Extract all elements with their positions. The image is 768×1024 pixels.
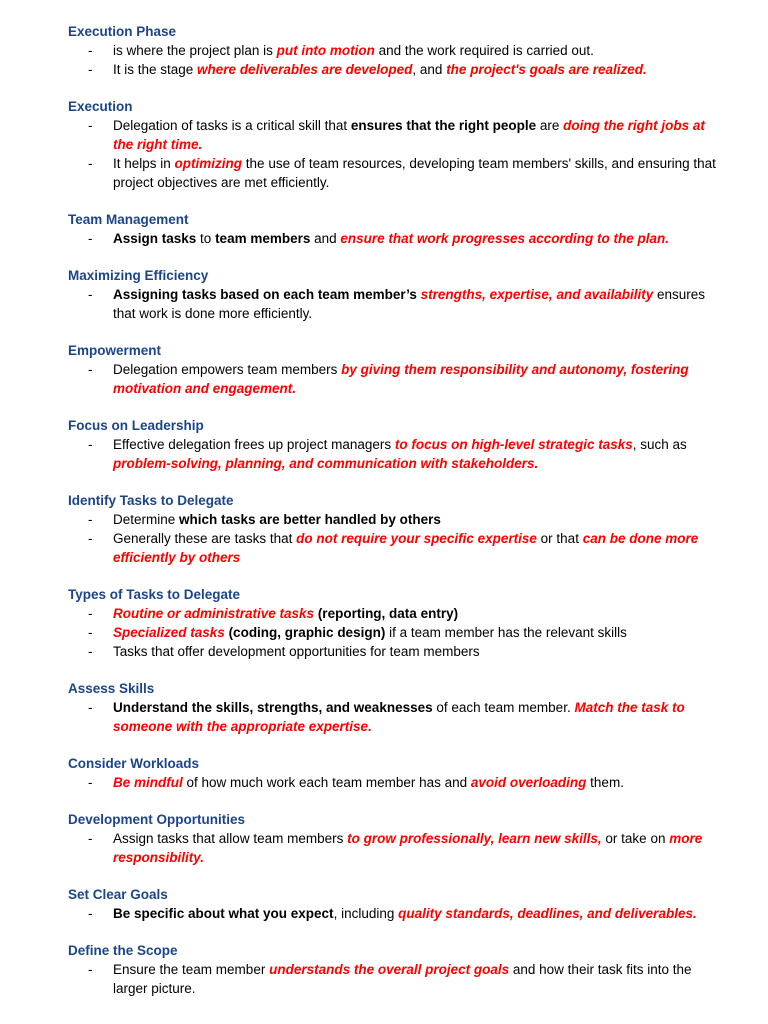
bullet-list — [68, 604, 728, 661]
body-text: Delegation of tasks is a critical skill that — [113, 118, 351, 133]
dash-bullet-icon: - — [88, 156, 93, 171]
body-text: are — [536, 118, 564, 133]
bold-text: ensures that the right people — [350, 118, 537, 133]
body-text: , such as — [632, 437, 687, 452]
dash-bullet-icon: - — [88, 43, 93, 58]
dash-bullet-icon: - — [88, 606, 93, 621]
section-heading: Identify Tasks to Delegate — [68, 493, 234, 508]
bullet-item — [68, 285, 728, 323]
body-text: them. — [586, 775, 624, 790]
section-empowerment — [68, 341, 728, 398]
bold-text: Assigning tasks based on each team member’s — [113, 287, 417, 302]
body-text: of each team member. — [432, 700, 575, 715]
body-text: and — [310, 231, 341, 246]
section-heading: Development Opportunities — [68, 812, 246, 827]
bullet-item — [68, 60, 728, 79]
bullet-item — [68, 960, 728, 998]
body-text: of how much work each team member has and — [182, 775, 471, 790]
body-text: Delegation empowers team members — [113, 362, 342, 377]
body-text: and how their task fits into the larger picture. — [113, 962, 692, 996]
emphasis-text: the project's goals are realized. — [446, 62, 647, 77]
section-heading: Execution Phase — [68, 24, 177, 39]
emphasis-text: Specialized tasks — [113, 625, 225, 640]
bullet-item — [68, 829, 728, 867]
bullet-item — [68, 435, 728, 473]
section-heading: Maximizing Efficiency — [68, 268, 209, 283]
body-text: or take on — [601, 831, 670, 846]
body-text: Ensure the team member — [113, 962, 270, 977]
bullet-list — [68, 904, 728, 923]
body-text: , including — [333, 906, 399, 921]
bold-text: Understand the skills, strengths, and weaknesses — [113, 700, 433, 715]
emphasis-text: Routine or administrative tasks — [113, 606, 315, 621]
emphasis-text: Be mindful — [113, 775, 183, 790]
bold-text: team members — [215, 231, 311, 246]
bold-text: Assign tasks — [113, 231, 197, 246]
section-focus-on-leadership — [68, 416, 728, 473]
bullet-list — [68, 285, 728, 323]
bullet-list — [68, 829, 728, 867]
dash-bullet-icon: - — [88, 62, 93, 77]
body-text: Determine — [113, 512, 180, 527]
bullet-item — [68, 154, 728, 192]
body-text: to — [196, 231, 216, 246]
dash-bullet-icon: - — [88, 362, 93, 377]
body-text: if a team member has the relevant skills — [385, 625, 627, 640]
body-text: or that — [536, 531, 583, 546]
emphasis-text: optimizing — [174, 156, 243, 171]
bullet-item — [68, 623, 728, 642]
bullet-item — [68, 642, 728, 661]
dash-bullet-icon: - — [88, 625, 93, 640]
bullet-item — [68, 904, 728, 923]
section-heading: Set Clear Goals — [68, 887, 168, 902]
section-execution — [68, 97, 728, 192]
section-heading: Consider Workloads — [68, 756, 200, 771]
emphasis-text: understands the overall project goals — [269, 962, 510, 977]
dash-bullet-icon: - — [88, 962, 93, 977]
section-heading: Focus on Leadership — [68, 418, 204, 433]
body-text: It is the stage — [113, 62, 198, 77]
section-heading: Define the Scope — [68, 943, 178, 958]
dash-bullet-icon: - — [88, 531, 93, 546]
bold-text: Be specific about what you expect — [113, 906, 334, 921]
bullet-item — [68, 773, 728, 792]
body-text: Generally these are tasks that — [113, 531, 297, 546]
body-text: ensures that work is done more efficiently. — [113, 287, 706, 321]
bullet-item — [68, 529, 728, 567]
emphasis-text: do not require your specific expertise — [296, 531, 537, 546]
section-types-of-tasks-to-delegate — [68, 585, 728, 661]
emphasis-text: problem-solving, planning, and communication with stakeholders. — [113, 456, 539, 471]
bullet-item — [68, 41, 728, 60]
emphasis-text: quality standards, deadlines, and deliverables. — [398, 906, 697, 921]
bullet-list — [68, 41, 728, 79]
section-heading: Assess Skills — [68, 681, 155, 696]
section-heading: Team Management — [68, 212, 189, 227]
dash-bullet-icon: - — [88, 512, 93, 527]
body-text: the use of team resources, developing team members' skills, and ensuring that project objectives are met efficiently. — [113, 156, 716, 190]
section-define-the-scope — [68, 941, 728, 998]
dash-bullet-icon: - — [88, 231, 93, 246]
section-set-clear-goals — [68, 885, 728, 923]
section-consider-workloads — [68, 754, 728, 792]
dash-bullet-icon: - — [88, 775, 93, 790]
dash-bullet-icon: - — [88, 287, 93, 302]
bullet-item — [68, 116, 728, 154]
bullet-item — [68, 229, 728, 248]
section-development-opportunities — [68, 810, 728, 867]
emphasis-text: where deliverables are developed — [197, 62, 413, 77]
body-text: is where the project plan is — [113, 43, 277, 58]
emphasis-text: Match the task to someone with the appropriate expertise. — [113, 700, 685, 734]
body-text: It helps in — [113, 156, 175, 171]
section-team-management — [68, 210, 728, 248]
bold-text: (coding, graphic design) — [224, 625, 386, 640]
bold-text: which tasks are better handled by others — [179, 512, 441, 527]
dash-bullet-icon: - — [88, 437, 93, 452]
section-heading: Execution — [68, 99, 133, 114]
dash-bullet-icon: - — [88, 118, 93, 133]
emphasis-text: by giving them responsibility and autonomy, fostering motivation and engagement. — [113, 362, 689, 396]
section-heading: Empowerment — [68, 343, 162, 358]
dash-bullet-icon: - — [88, 700, 93, 715]
emphasis-text: put into motion — [276, 43, 375, 58]
emphasis-text: avoid overloading — [470, 775, 587, 790]
body-text: Effective delegation frees up project managers — [113, 437, 395, 452]
section-execution-phase — [68, 22, 728, 79]
bullet-item — [68, 510, 728, 529]
dash-bullet-icon: - — [88, 906, 93, 921]
emphasis-text: can be done more efficiently by others — [113, 531, 699, 565]
body-text: Tasks that offer development opportunities for team members — [113, 644, 480, 659]
bullet-item — [68, 604, 728, 623]
bold-text: (reporting, data entry) — [314, 606, 459, 621]
emphasis-text: more responsibility. — [113, 831, 703, 865]
body-text: and the work required is carried out. — [374, 43, 594, 58]
body-text: , and — [412, 62, 447, 77]
bullet-list — [68, 116, 728, 192]
bullet-list — [68, 773, 728, 792]
bullet-list — [68, 960, 728, 998]
bullet-item — [68, 698, 728, 736]
section-heading: Types of Tasks to Delegate — [68, 587, 241, 602]
emphasis-text: ensure that work progresses according to the plan. — [340, 231, 669, 246]
emphasis-text: doing the right jobs at the right time. — [113, 118, 705, 152]
emphasis-text: strengths, expertise, and availability — [420, 287, 654, 302]
dash-bullet-icon: - — [88, 831, 93, 846]
section-identify-tasks-to-delegate — [68, 491, 728, 567]
body-text: Assign tasks that allow team members — [113, 831, 348, 846]
emphasis-text: to focus on high-level strategic tasks — [394, 437, 633, 452]
section-maximizing-efficiency — [68, 266, 728, 323]
emphasis-text: to grow professionally, learn new skills, — [347, 831, 602, 846]
bullet-list — [68, 229, 728, 248]
bullet-list — [68, 360, 728, 398]
section-assess-skills — [68, 679, 728, 736]
dash-bullet-icon: - — [88, 644, 93, 659]
bullet-list — [68, 435, 728, 473]
bullet-list — [68, 698, 728, 736]
bullet-list — [68, 510, 728, 567]
bullet-item — [68, 360, 728, 398]
